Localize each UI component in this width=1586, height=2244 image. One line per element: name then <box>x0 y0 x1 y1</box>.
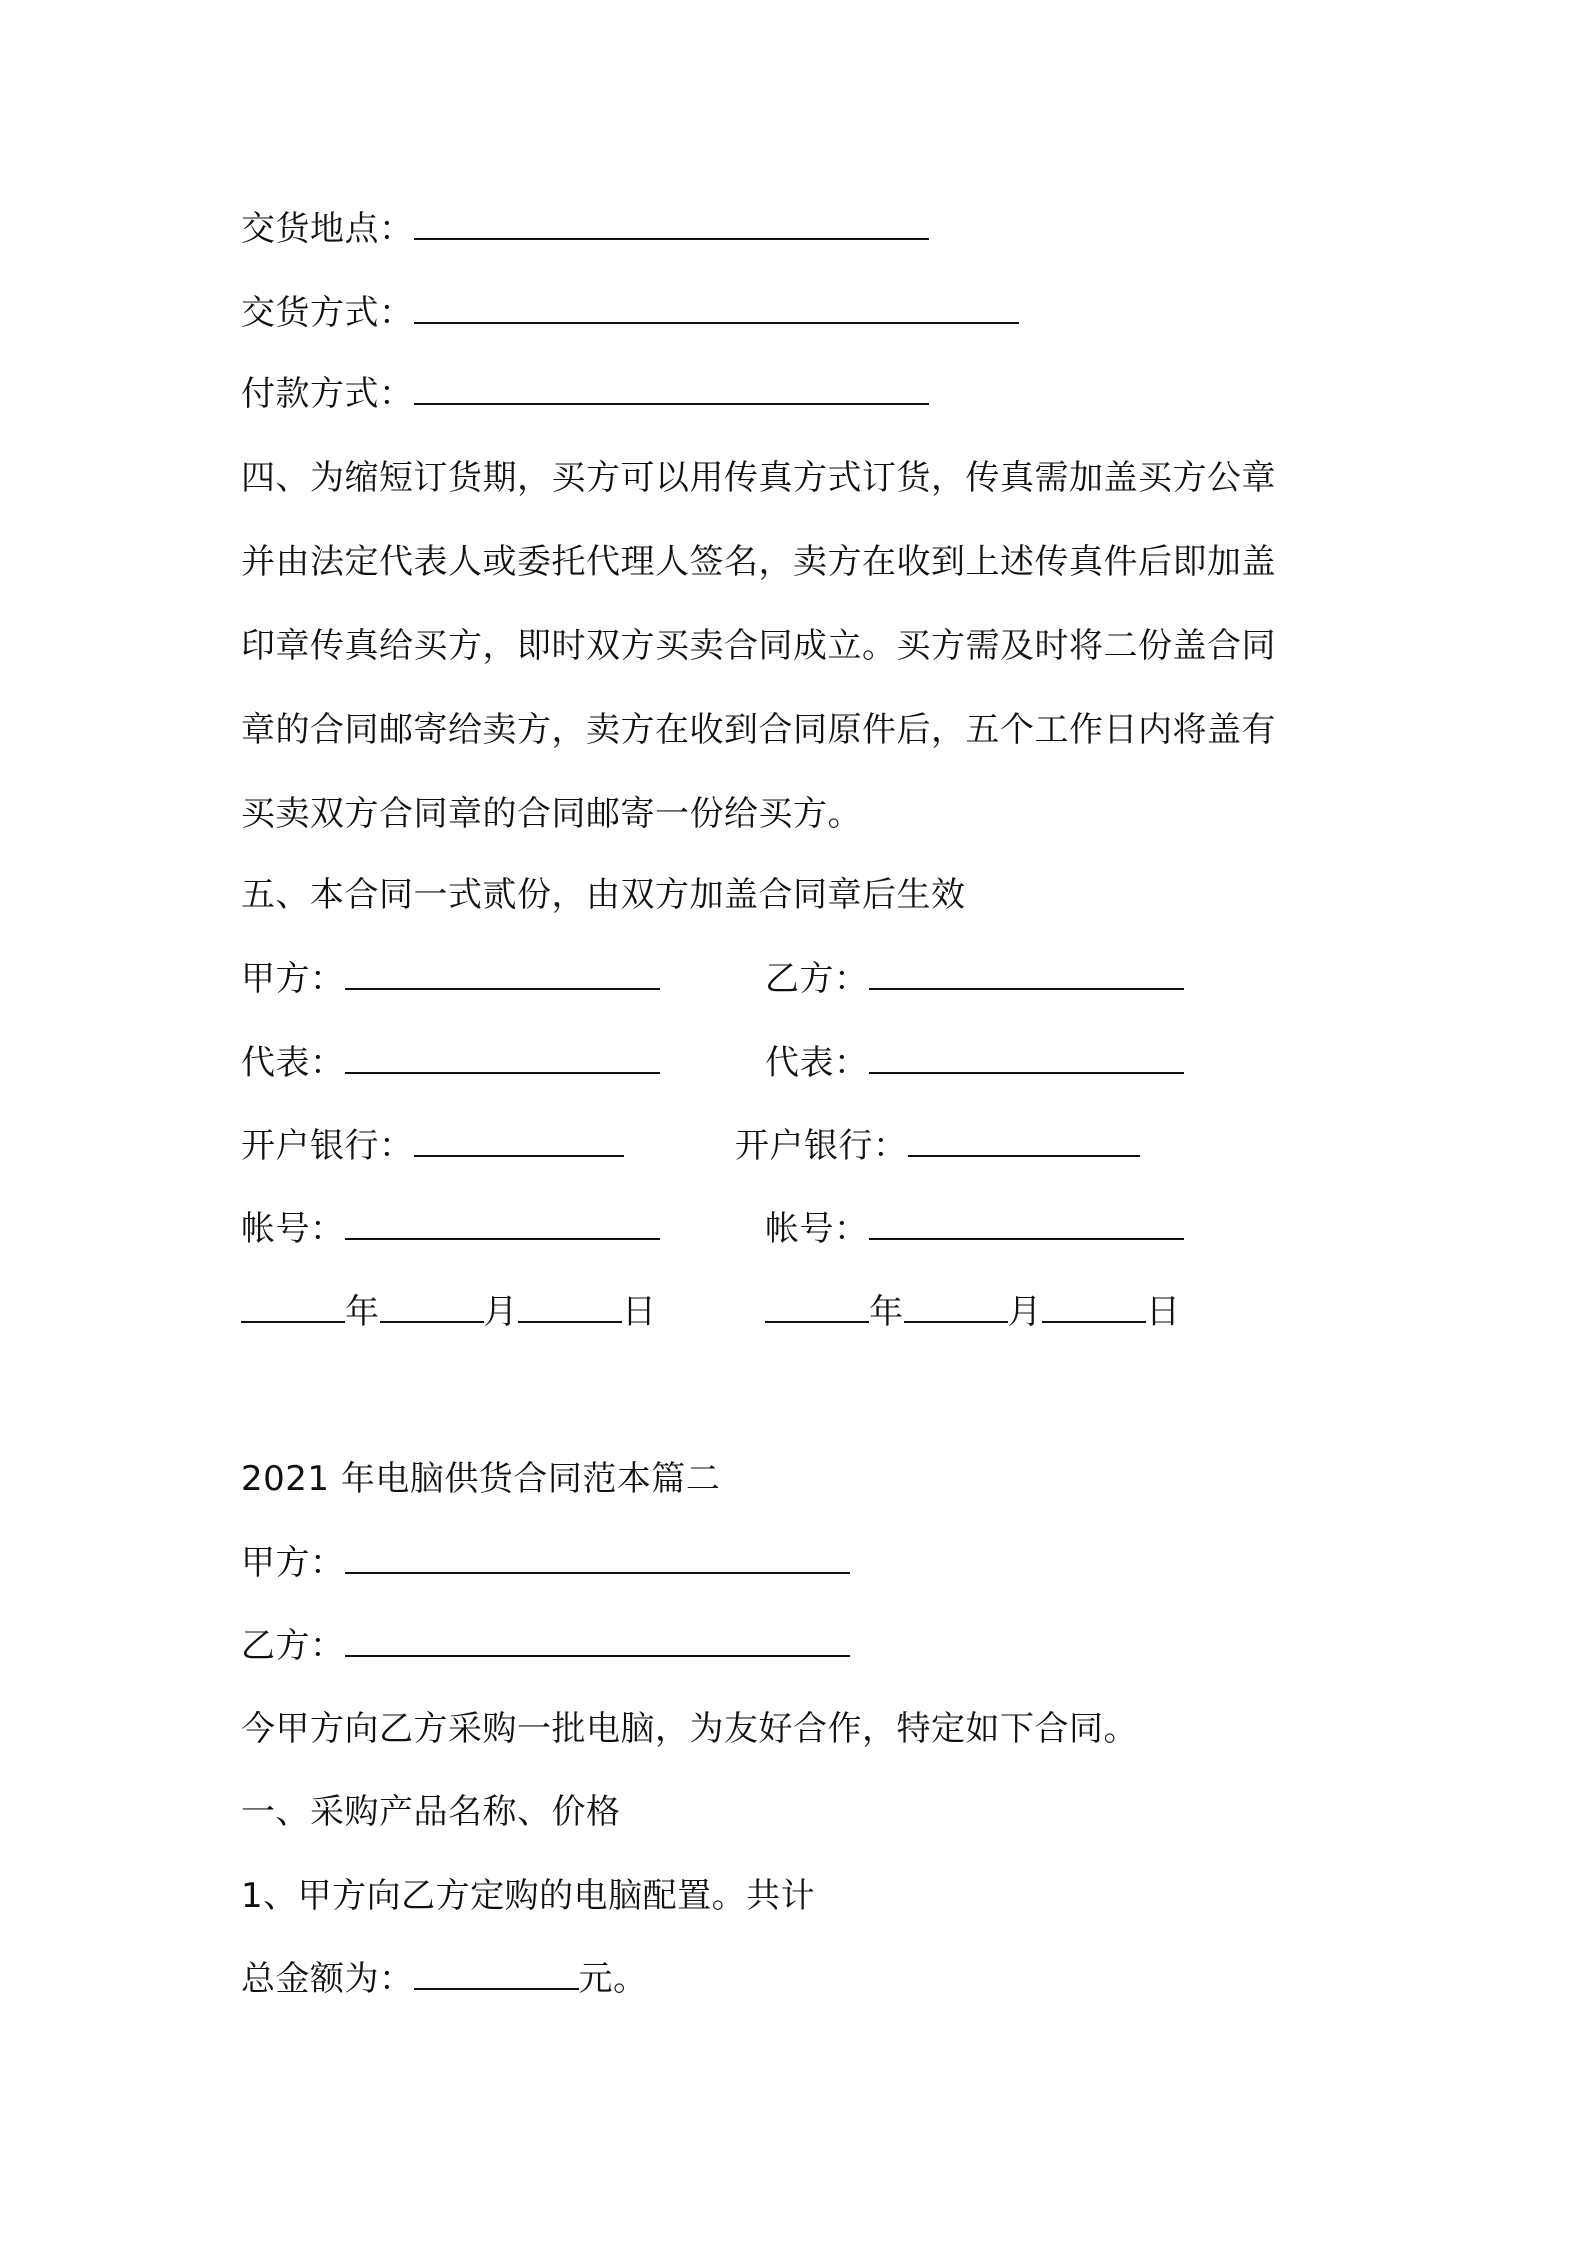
section-2-title: 2021 年电脑供货合同范本篇二 <box>241 1459 721 1499</box>
delivery-method-label: 交货方式： <box>241 293 414 333</box>
clause-4-line: 买卖双方合同章的合同邮寄一份给买方。 <box>241 794 862 834</box>
day-a-char: 日 <box>622 1292 657 1332</box>
rep-a-label: 代表： <box>241 1043 345 1083</box>
bank-b-blank <box>908 1125 1140 1157</box>
party-b-sign-row <box>765 957 1184 1001</box>
date-b-row <box>765 1290 1181 1334</box>
year-b-char: 年 <box>869 1292 904 1332</box>
account-b-label: 帐号： <box>765 1209 869 1249</box>
s2-total-row <box>241 1957 648 2001</box>
bank-a-blank <box>414 1125 624 1157</box>
month-b-char: 月 <box>1007 1292 1042 1332</box>
account-a-row <box>241 1207 660 1251</box>
month-a-char: 月 <box>483 1292 518 1332</box>
party-a-sign-row <box>241 957 660 1001</box>
delivery-place-blank <box>414 208 929 240</box>
clause-4-line: 印章传真给买方，即时双方买卖合同成立。买方需及时将二份盖合同 <box>241 626 1276 666</box>
year-a-blank <box>241 1291 345 1323</box>
s2-party-b-label: 乙方： <box>241 1626 345 1666</box>
s2-heading-1: 一、采购产品名称、价格 <box>241 1792 621 1832</box>
day-a-blank <box>518 1291 622 1323</box>
account-b-row <box>765 1207 1184 1251</box>
delivery-method-blank <box>414 292 1019 324</box>
clause-4-line: 四、为缩短订货期，买方可以用传真方式订货，传真需加盖买方公章 <box>241 458 1276 498</box>
rep-b-label: 代表： <box>765 1043 869 1083</box>
account-a-blank <box>345 1208 660 1240</box>
payment-method-blank <box>414 373 929 405</box>
clause-5: 五、本合同一式贰份，由双方加盖合同章后生效 <box>241 875 966 915</box>
delivery-place-label: 交货地点： <box>241 209 414 249</box>
bank-a-label: 开户银行： <box>241 1126 414 1166</box>
party-b-label: 乙方： <box>765 959 869 999</box>
clause-4 <box>241 436 1361 856</box>
party-a-label: 甲方： <box>241 959 345 999</box>
account-b-blank <box>869 1208 1184 1240</box>
rep-a-blank <box>345 1042 660 1074</box>
party-a-blank <box>345 958 660 990</box>
s2-party-a-blank <box>345 1542 850 1574</box>
month-b-blank <box>904 1291 1008 1323</box>
day-b-blank <box>1042 1291 1146 1323</box>
rep-b-row <box>765 1041 1184 1085</box>
account-a-label: 帐号： <box>241 1209 345 1249</box>
s2-total-blank <box>414 1958 579 1990</box>
s2-party-b-row <box>241 1624 850 1668</box>
year-b-blank <box>765 1291 869 1323</box>
date-a-row <box>241 1290 657 1334</box>
clause-4-line: 并由法定代表人或委托代理人签名，卖方在收到上述传真件后即加盖 <box>241 542 1276 582</box>
delivery-place-row <box>241 207 929 251</box>
bank-a-row <box>241 1124 624 1168</box>
s2-intro: 今甲方向乙方采购一批电脑，为友好合作，特定如下合同。 <box>241 1709 1138 1749</box>
s2-total-unit: 元。 <box>578 1959 648 1999</box>
bank-b-row <box>735 1124 1140 1168</box>
delivery-method-row <box>241 291 1019 335</box>
payment-method-label: 付款方式： <box>241 374 414 414</box>
rep-a-row <box>241 1041 660 1085</box>
month-a-blank <box>380 1291 484 1323</box>
s2-party-a-row <box>241 1541 850 1585</box>
bank-b-label: 开户银行： <box>735 1126 908 1166</box>
s2-item-1: 1、甲方向乙方定购的电脑配置。共计 <box>241 1876 816 1916</box>
year-a-char: 年 <box>345 1292 380 1332</box>
s2-party-a-label: 甲方： <box>241 1543 345 1583</box>
party-b-blank <box>869 958 1184 990</box>
s2-total-label: 总金额为： <box>241 1959 414 1999</box>
rep-b-blank <box>869 1042 1184 1074</box>
day-b-char: 日 <box>1146 1292 1181 1332</box>
payment-method-row <box>241 372 929 416</box>
s2-party-b-blank <box>345 1625 850 1657</box>
clause-4-line: 章的合同邮寄给卖方，卖方在收到合同原件后，五个工作日内将盖有 <box>241 710 1276 750</box>
